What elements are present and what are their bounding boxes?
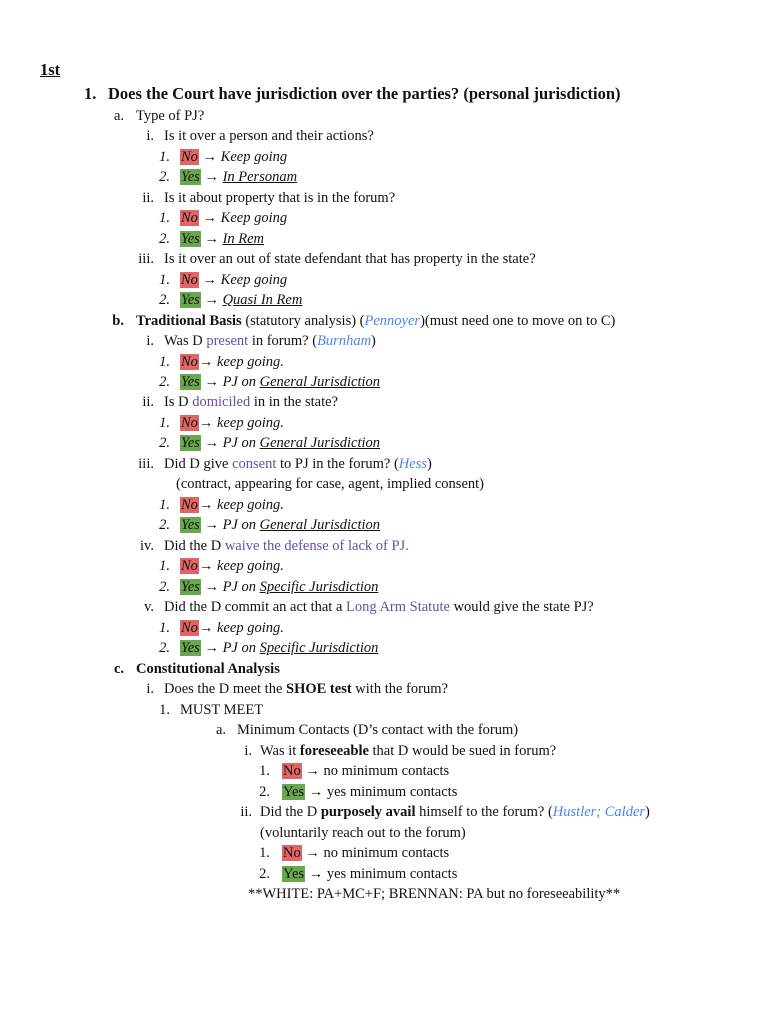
yes-badge: Yes [181, 374, 200, 390]
item-a-i-text: Is it over a person and their actions? [164, 128, 374, 144]
no-badge: No [283, 763, 301, 779]
no-badge: No [181, 620, 198, 636]
sub-marker: 2. [159, 292, 170, 308]
item-b-iv-marker: iv. [140, 538, 154, 554]
case-citation: Pennoyer [364, 313, 421, 329]
case-citation: Burnham [317, 333, 372, 349]
yes-badge: Yes [181, 517, 200, 533]
item-b-iii-note: (contract, appearing for case, agent, implied consent) [176, 476, 484, 492]
item-a-iii-marker: iii. [138, 251, 154, 267]
sub-marker: 2. [159, 435, 170, 451]
item-a-ii-marker: ii. [142, 190, 154, 206]
item-b-marker: b. [112, 313, 124, 329]
sub-marker: 1. [259, 763, 270, 779]
item-b-iv-text: Did the D waive the defense of lack of PJ. [164, 538, 409, 554]
item-b-title: Traditional Basis (statutory analysis) (Pennoyer)(must need one to move on to C) [136, 313, 616, 329]
item-b-v-text: Did the D commit an act that a Long Arm Statute would give the state PJ? [164, 599, 594, 615]
section-label: 1st [40, 60, 61, 79]
foreseeable-no-row: No → no minimum contacts [283, 763, 450, 779]
min-contacts-text: Minimum Contacts (D’s contact with the forum) [237, 722, 519, 738]
item-b-ii-yes-row: Yes → PJ on General Jurisdiction [181, 435, 381, 451]
item-b-iii-marker: iii. [138, 456, 154, 472]
justice-footnote: **WHITE: PA+MC+F; BRENNAN: PA but no foreseeability** [248, 886, 621, 902]
must-meet-marker: 1. [159, 702, 170, 718]
foreseeable-text: Was it foreseeable that D would be sued in forum? [260, 743, 557, 759]
sub-marker: 1. [159, 210, 170, 226]
item-a-i-no-row: No → Keep going [181, 149, 288, 165]
sub-marker: 2. [259, 784, 270, 800]
sub-marker: 1. [159, 415, 170, 431]
yes-badge: Yes [283, 784, 305, 800]
item-b-i-text: Was D present in forum? (Burnham) [164, 333, 376, 349]
sub-marker: 1. [159, 272, 170, 288]
item-c-marker: c. [113, 661, 124, 677]
item-b-i-yes-row: Yes → PJ on General Jurisdiction [181, 374, 381, 390]
yes-badge: Yes [283, 866, 305, 882]
foreseeable-yes-row: Yes → yes minimum contacts [283, 784, 458, 800]
no-badge: No [181, 272, 198, 288]
item-a-i-marker: i. [146, 128, 154, 144]
sub-marker: 1. [259, 845, 270, 861]
item-c-i-marker: i. [146, 681, 154, 697]
item-a-iii-yes-row: Yes → Quasi In Rem [181, 292, 303, 308]
item-b-i-marker: i. [146, 333, 154, 349]
item-b-ii-no-row: No→ keep going. [181, 415, 284, 431]
sub-marker: 2. [259, 866, 270, 882]
no-badge: No [181, 149, 198, 165]
sub-marker: 2. [159, 517, 170, 533]
item-b-v-yes-row: Yes → PJ on Specific Jurisdiction [181, 640, 379, 656]
yes-badge: Yes [181, 640, 200, 656]
item-c-title: Constitutional Analysis [136, 661, 280, 677]
no-badge: No [283, 845, 301, 861]
yes-badge: Yes [181, 435, 200, 451]
item-b-iii-yes-row: Yes → PJ on General Jurisdiction [181, 517, 381, 533]
yes-badge: Yes [181, 292, 200, 308]
item-b-iv-yes-row: Yes → PJ on Specific Jurisdiction [181, 579, 379, 595]
question-1-title: Does the Court have jurisdiction over the parties? (personal jurisdiction) [108, 84, 621, 103]
yes-badge: Yes [181, 231, 200, 247]
sub-marker: 2. [159, 579, 170, 595]
sub-marker: 2. [159, 374, 170, 390]
sub-marker: 1. [159, 558, 170, 574]
purposely-avail-marker: ii. [240, 804, 252, 820]
item-b-iii-text: Did D give consent to PJ in the forum? (Hess) [164, 456, 432, 472]
purposely-avail-note: (voluntarily reach out to the forum) [260, 825, 466, 841]
yes-badge: Yes [181, 169, 200, 185]
item-b-i-no-row: No→ keep going. [181, 354, 284, 370]
no-badge: No [181, 354, 198, 370]
yes-badge: Yes [181, 579, 200, 595]
item-a-ii-yes-row: Yes → In Rem [181, 231, 265, 247]
item-c-i-text: Does the D meet the SHOE test with the forum? [164, 681, 448, 697]
item-a-iii-text: Is it over an out of state defendant that has property in the state? [164, 251, 536, 267]
item-b-iii-no-row: No→ keep going. [181, 497, 284, 513]
item-b-v-no-row: No→ keep going. [181, 620, 284, 636]
item-a-ii-text: Is it about property that is in the forum? [164, 190, 396, 206]
no-badge: No [181, 210, 198, 226]
item-a-title: Type of PJ? [136, 108, 205, 124]
sub-marker: 1. [159, 497, 170, 513]
purposely-avail-yes-row: Yes → yes minimum contacts [283, 866, 458, 882]
no-badge: No [181, 497, 198, 513]
item-a-marker: a. [113, 108, 124, 124]
item-a-i-yes-row: Yes → In Personam [181, 169, 298, 185]
item-b-iv-no-row: No→ keep going. [181, 558, 284, 574]
sub-marker: 1. [159, 354, 170, 370]
item-a-ii-no-row: No → Keep going [181, 210, 288, 226]
sub-marker: 1. [159, 149, 170, 165]
purposely-avail-no-row: No → no minimum contacts [283, 845, 450, 861]
case-citation: Hess [398, 456, 427, 472]
must-meet-text: MUST MEET [180, 702, 264, 718]
no-badge: No [181, 558, 198, 574]
no-badge: No [181, 415, 198, 431]
case-citation: Hustler; Calder [552, 804, 646, 820]
question-1-marker: 1. [84, 84, 97, 103]
sub-marker: 2. [159, 169, 170, 185]
foreseeable-marker: i. [244, 743, 252, 759]
sub-marker: 2. [159, 640, 170, 656]
item-a-iii-no-row: No → Keep going [181, 272, 288, 288]
item-b-v-marker: v. [144, 599, 154, 615]
item-b-ii-marker: ii. [142, 394, 154, 410]
sub-marker: 2. [159, 231, 170, 247]
min-contacts-marker: a. [215, 722, 226, 738]
sub-marker: 1. [159, 620, 170, 636]
item-b-ii-text: Is D domiciled in in the state? [164, 394, 338, 410]
purposely-avail-text: Did the D purposely avail himself to the forum? (Hustler; Calder) [260, 804, 650, 820]
